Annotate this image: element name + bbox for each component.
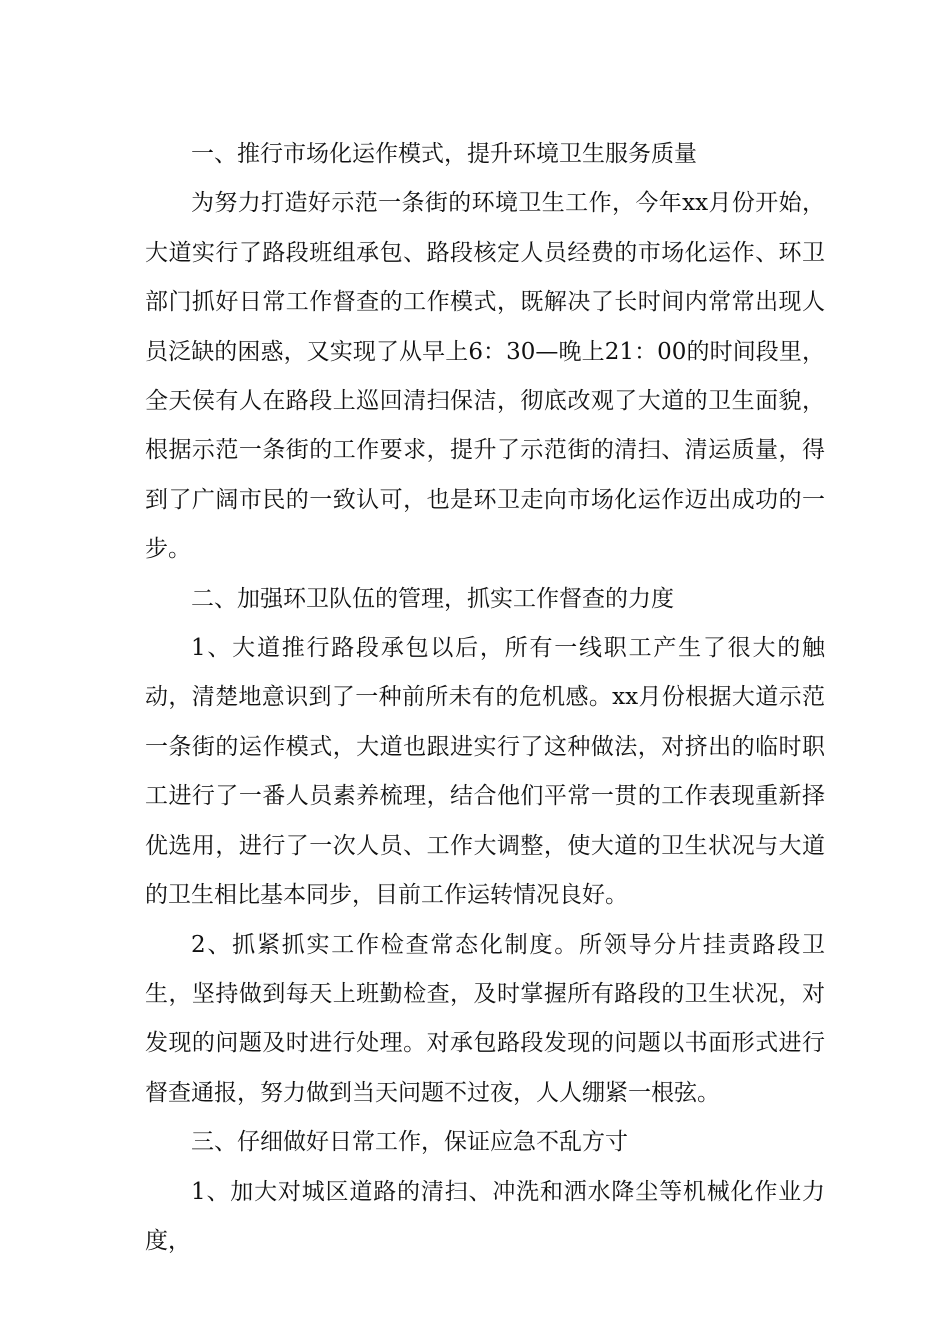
document-body [145,130,825,1266]
section-heading-3: 三、仔细做好日常工作，保证应急不乱方寸 [191,1129,628,1156]
paragraph-2: 1、大道推行路段承包以后，所有一线职工产生了很大的触动，清楚地意识到了一种前所未有的危机感。xx月份根据大道示范一条街的运作模式，大道也跟进实行了这种做法，对挤出的临时职工进行了一番人员素养梳理，结合他们平常一贯的工作表现重新择优选用，进行了一次人员、工作大调整，使大道的卫生状况与大道的卫生相比基本同步，目前工作运转情况良好。 [145,635,825,909]
paragraph-1: 为努力打造好示范一条街的环境卫生工作，今年xx月份开始，大道实行了路段班组承包、路段核定人员经费的市场化运作、环卫部门抓好日常工作督查的工作模式，既解决了长时间内常常出现人员泛缺的困惑，又实现了从早上6：30—晚上21：00的时间段里，全天侯有人在路段上巡回清扫保洁，彻底改观了大道的卫生面貌，根据示范一条街的工作要求，提升了示范街的清扫、清运质量，得到了广阔市民的一致认可，也是环卫走向市场化运作迈出成功的一步。 [145,190,825,563]
paragraph-3: 2、抓紧抓实工作检查常态化制度。所领导分片挂责路段卫生，坚持做到每天上班勤检查，及时掌握所有路段的卫生状况，对发现的问题及时进行处理。对承包路段发现的问题以书面形式进行督查通报，努力做到当天问题不过夜，人人绷紧一根弦。 [145,931,825,1106]
section-heading-2: 二、加强环卫队伍的管理，抓实工作督查的力度 [191,585,674,612]
section-heading-1: 一、推行市场化运作模式，提升环境卫生服务质量 [191,141,697,167]
paragraph-4: 1、加大对城区道路的清扫、冲洗和洒水降尘等机械化作业力度， [145,1178,825,1254]
